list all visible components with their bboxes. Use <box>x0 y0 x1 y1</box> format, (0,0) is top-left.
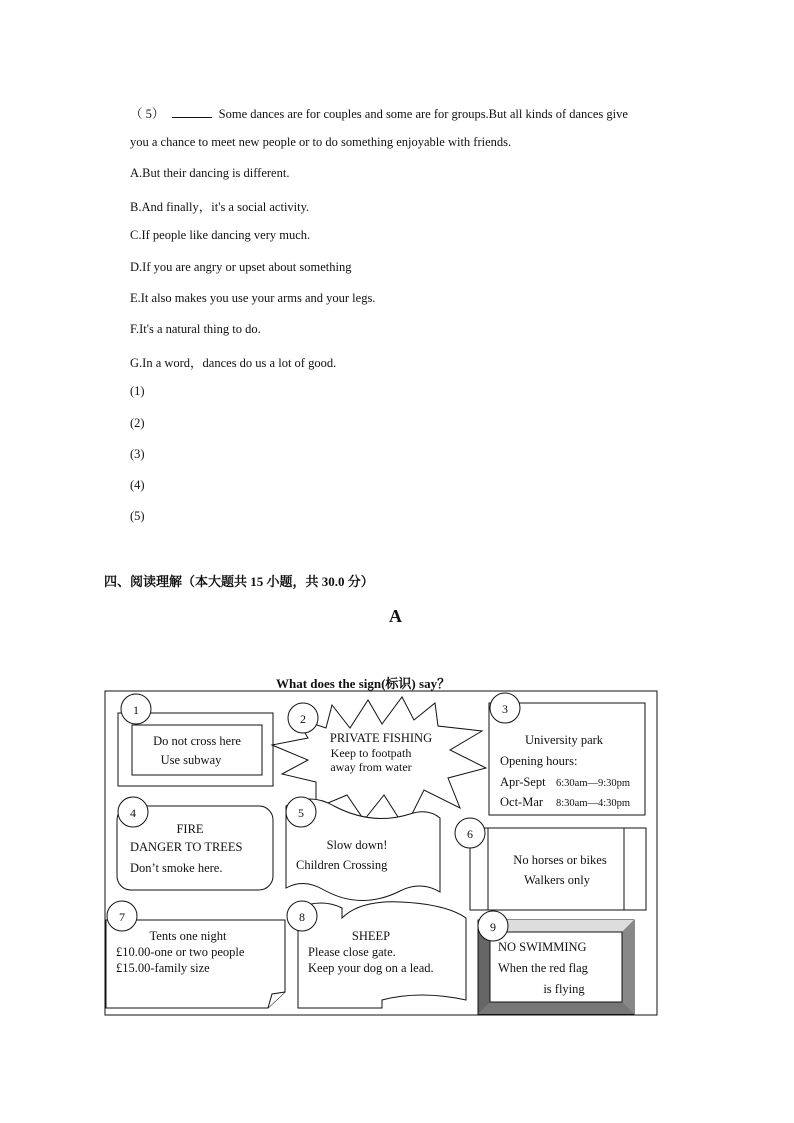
sign-7-line2: £10.00-one or two people <box>116 945 245 959</box>
section-heading: 四、阅读理解（本大题共 15 小题，共 30.0 分） <box>104 574 374 589</box>
question-5-line2: you a chance to meet new people or to do something enjoyable with friends. <box>130 135 512 149</box>
sign-2-number: 2 <box>300 712 306 726</box>
sign-3-line3-hours: 6:30am—9:30pm <box>556 778 631 789</box>
sign-5-number: 5 <box>298 806 304 820</box>
sign-8-number: 8 <box>299 910 305 924</box>
sign-4-line1: FIRE <box>176 822 204 836</box>
answer-1: (1) <box>130 384 145 398</box>
answer-2: (2) <box>130 416 145 430</box>
sign-7-line3: £15.00-family size <box>116 961 210 975</box>
sign-3-number: 3 <box>502 702 508 716</box>
sign-7 <box>106 901 285 1008</box>
signs-title: What does the sign(标识) say？ <box>276 676 451 691</box>
sign-6-line1: No horses or bikes <box>513 853 607 867</box>
sign-3-line3-months: Apr-Sept <box>500 775 546 789</box>
sign-3 <box>489 693 645 815</box>
question-number: （ 5） <box>130 107 165 121</box>
sign-2-line2: Keep to footpath <box>330 746 412 760</box>
option-b: B.And finally，it's a social activity. <box>130 200 310 214</box>
option-c: C.If people like dancing very much. <box>130 228 311 242</box>
sign-9-number: 9 <box>490 920 496 934</box>
sign-2-line1: PRIVATE FISHING <box>329 731 433 745</box>
answer-3: (3) <box>130 447 145 461</box>
passage-letter: A <box>389 606 402 626</box>
option-d: D.If you are angry or upset about something <box>130 260 352 274</box>
sign-9-line1: NO SWIMMING <box>498 940 587 954</box>
question-text: Some dances are for couples and some are for groups.But all kinds of dances give <box>218 107 628 121</box>
sign-8-line1: SHEEP <box>351 929 391 943</box>
sign-9 <box>478 911 634 1014</box>
option-g: G.In a word，dances do us a lot of good. <box>130 356 337 370</box>
sign-4-number: 4 <box>130 806 136 820</box>
option-a: A.But their dancing is different. <box>130 166 290 180</box>
sign-3-line4-hours: 8:30am—4:30pm <box>556 798 631 809</box>
option-e: E.It also makes you use your arms and your legs. <box>130 291 376 305</box>
sign-7-line1: Tents one night <box>149 929 227 943</box>
sign-3-line2: Opening hours: <box>500 754 578 768</box>
sign-4-line2: DANGER TO TREES <box>130 840 243 854</box>
sign-7-number: 7 <box>119 910 125 924</box>
sign-1-number: 1 <box>133 703 139 717</box>
sign-5-line1: Slow down! <box>326 838 388 852</box>
sign-8-line3: Keep your dog on a lead. <box>308 961 434 975</box>
sign-9-line2: When the red flag <box>498 961 588 975</box>
sign-4-line3: Don’t smoke here. <box>130 861 223 875</box>
answer-5: (5) <box>130 509 145 523</box>
sign-2-line3: away from water <box>330 760 412 774</box>
sign-5-line2: Children Crossing <box>296 858 388 872</box>
option-f: F.It's a natural thing to do. <box>130 322 261 336</box>
sign-9-line3: is flying <box>543 982 585 996</box>
sign-1 <box>118 694 273 786</box>
sign-3-line1: University park <box>524 733 604 747</box>
sign-3-line4-months: Oct-Mar <box>500 795 544 809</box>
sign-8 <box>287 901 466 1008</box>
sign-1-line2: Use subway <box>160 753 222 767</box>
sign-6-line2: Walkers only <box>524 873 590 887</box>
sign-6 <box>455 818 646 910</box>
sign-8-line2: Please close gate. <box>308 945 396 959</box>
sign-4 <box>117 797 273 890</box>
sign-1-line1: Do not cross here <box>153 734 241 748</box>
sign-6-number: 6 <box>467 827 473 841</box>
answer-4: (4) <box>130 478 145 492</box>
